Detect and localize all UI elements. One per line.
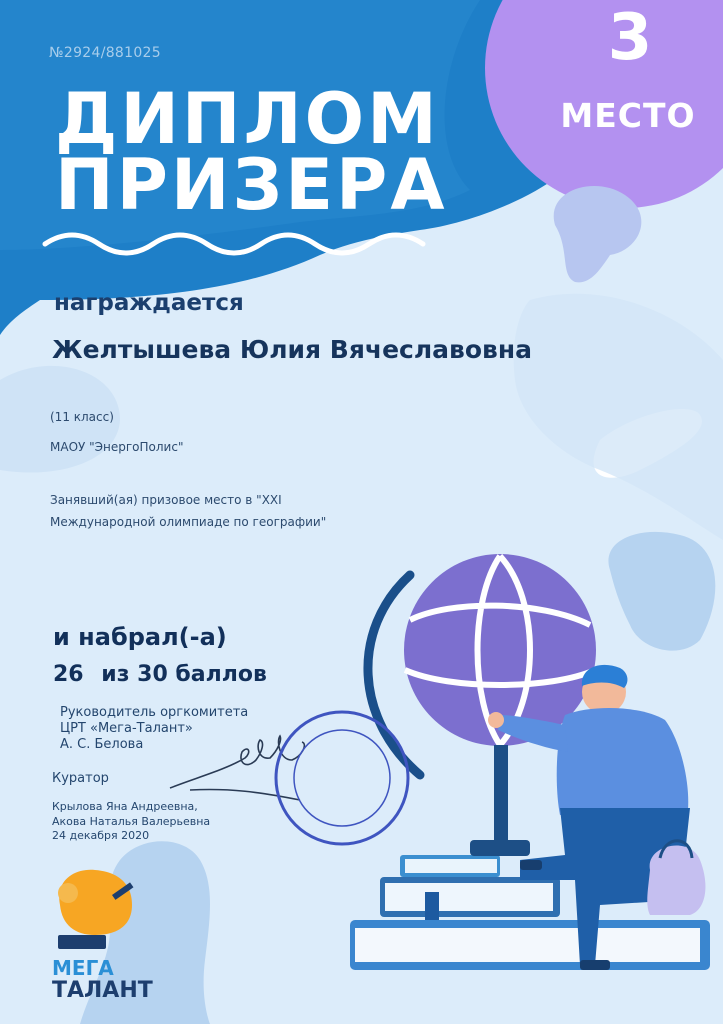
occupation-line-2: Международной олимпиаде по географии"	[50, 515, 327, 529]
score-text: из 30 баллов	[101, 662, 267, 687]
grade-text: (11 класс)	[50, 410, 114, 424]
curator-date: 24 декабря 2020	[52, 829, 150, 842]
logo-line-1: МЕГА	[52, 956, 114, 980]
score-line	[53, 662, 267, 687]
signatory-line-1: Руководитель оргкомитета	[60, 705, 249, 720]
curator-line-2: Акова Наталья Валерьевна	[52, 815, 211, 828]
title-line-2: ПРИЗЕРА	[55, 144, 448, 226]
curator-label: Куратор	[52, 771, 109, 786]
school-text: МАОУ "ЭнергоПолис"	[50, 440, 184, 454]
title-line-1: ДИПЛОМ	[55, 78, 440, 160]
scored-label: и набрал(-а)	[53, 623, 227, 651]
signatory-line-2: ЦРТ «Мега-Талант»	[60, 721, 193, 736]
place-word: МЕСТО	[560, 96, 696, 135]
awarded-label: награждается	[54, 290, 244, 316]
registration-number: №2924/881025	[49, 45, 161, 61]
signatory-line-3: А. С. Белова	[60, 737, 144, 752]
logo-line-2: ТАЛАНТ	[52, 978, 153, 1003]
occupation-line-1: Занявший(ая) призовое место в "XXI	[50, 493, 282, 507]
curator-line-1: Крылова Яна Андреевна,	[52, 800, 198, 813]
recipient-name: Желтышева Юлия Вячеславовна	[52, 335, 532, 364]
place-number: 3	[607, 1, 653, 75]
score-value: 26	[53, 662, 84, 687]
stamp	[276, 712, 408, 844]
